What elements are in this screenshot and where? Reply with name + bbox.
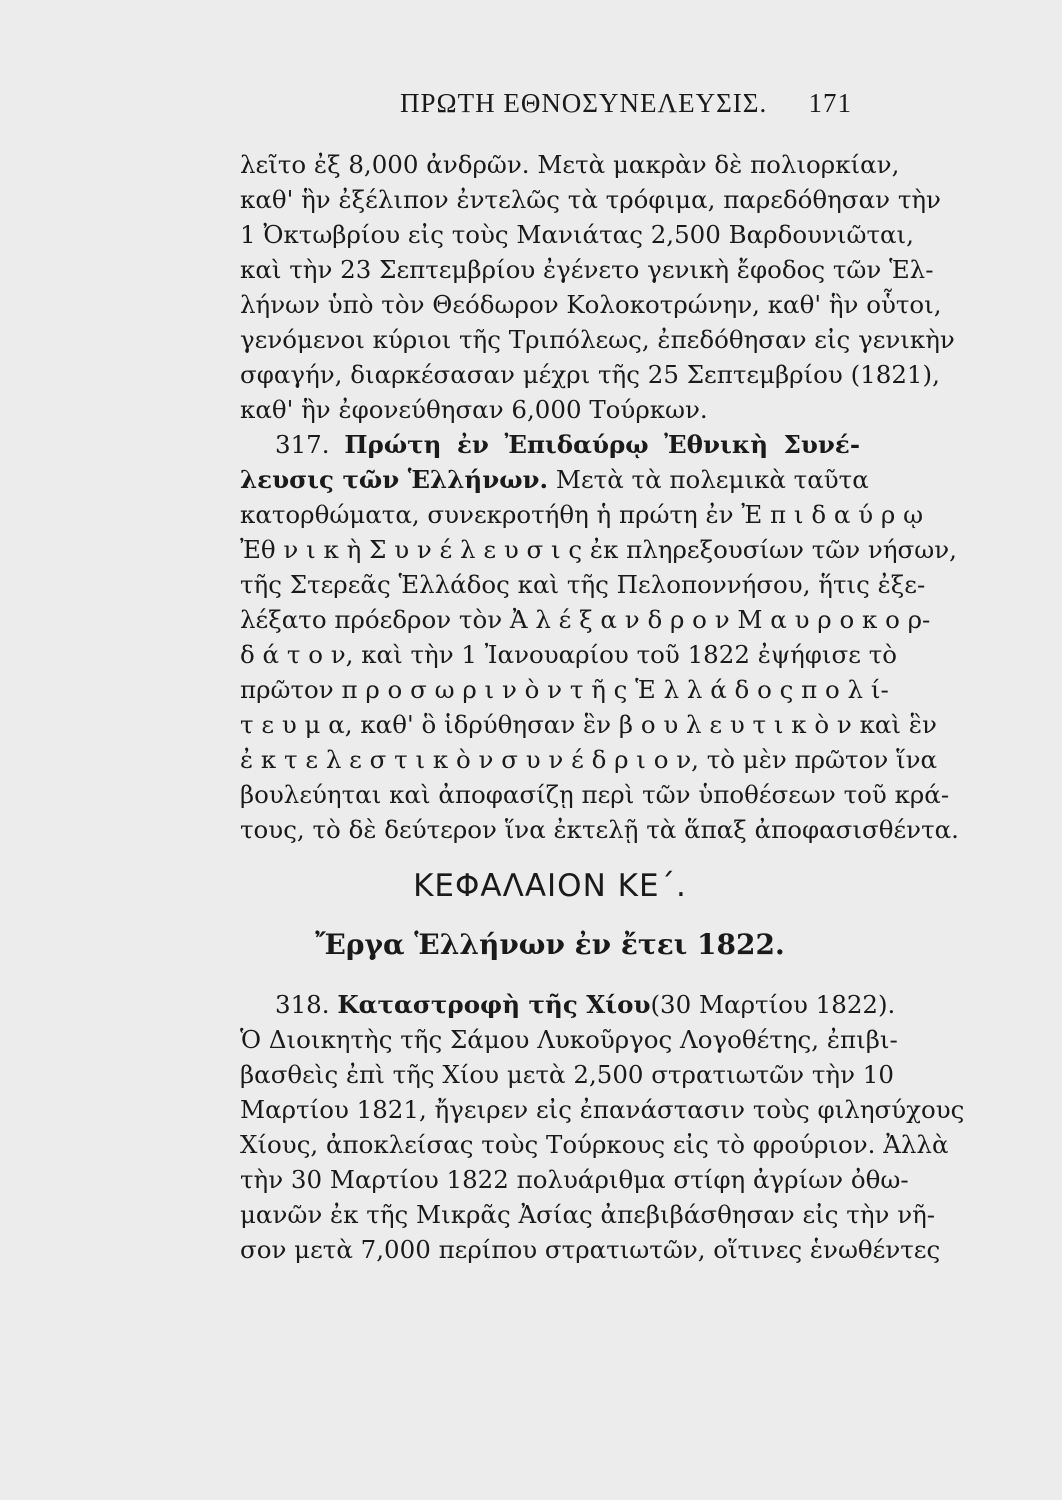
text-line: πρῶτον π ρ ο σ ω ρ ι ν ὸ ν τ ῆ ς Ἑ λ λ ά δ ο ς π ο λ ί- [240,675,889,704]
running-title: ΠΡΩΤΗ ΕΘΝΟΣΥΝΕΛΕΥΣΙΣ. [400,88,768,118]
text-line: καὶ τὴν 23 Σεπτεμβρίου ἐγένετο γενικὴ ἔφοδος τῶν Ἑλ- [240,255,934,284]
text-line: λεῖτο ἐξ 8,000 ἀνδρῶν. Μετὰ μακρὰν δὲ πολιορκίαν, [240,150,900,179]
text-line: λήνων ὑπὸ τὸν Θεόδωρον Κολοκοτρώνην, καθ' ἣν οὗτοι, [240,290,942,319]
text-line: σφαγήν, διαρκέσασαν μέχρι τῆς 25 Σεπτεμβρίου (1821), [240,360,940,389]
text-line: Μαρτίου 1821, ἤγειρεν εἰς ἐπανάστασιν τοὺς φιλησύχους [240,1095,965,1124]
text-line: καθ' ἣν ἐξέλιπον ἐντελῶς τὰ τρόφιμα, παρεδόθησαν τὴν [240,185,941,214]
paragraph-number: 317. [275,430,330,459]
text-line: τ ε υ μ α, καθ' ὃ ἱδρύθησαν ἓν β ο υ λ ε υ τ ι κ ὸ ν καὶ ἓν [240,710,937,739]
text-line: βασθεὶς ἐπὶ τῆς Χίου μετὰ 2,500 στρατιωτῶν τὴν 10 [240,1060,894,1089]
text-line: Ἐθ ν ι κ ὴ Σ υ ν έ λ ε υ σ ι ς ἐκ πληρεξουσίων τῶν νήσων, [240,535,957,564]
text-line: Ὁ Διοικητὴς τῆς Σάμου Λυκοῦργος Λογοθέτης, ἐπιβι- [240,1025,898,1054]
text-line: Χίους, ἀποκλείσας τοὺς Τούρκους εἰς τὸ φρούριον. Ἀλλὰ [240,1130,949,1159]
chapter-title: ΚΕΦΑΛΑΙΟΝ ΚΕ΄. [413,868,687,904]
section-heading: Καταστροφὴ τῆς Χίου [337,990,651,1019]
text-line: τους, τὸ δὲ δεύτερον ἵνα ἐκτελῇ τὰ ἅπαξ ἀποφασισθέντα. [240,815,959,844]
section-heading-continued: λευσις τῶν Ἑλλήνων. [240,465,549,494]
text-line: τὴν 30 Μαρτίου 1822 πολυάριθμα στίφη ἀγρίων ὀθω- [240,1165,909,1194]
text-line: καθ' ἣν ἐφονεύθησαν 6,000 Τούρκων. [240,395,708,424]
text-line: κατορθώματα, συνεκροτήθη ἡ πρώτη ἐν Ἐ π ι δ α ύ ρ ῳ [240,500,924,529]
text-line: σον μετὰ 7,000 περίπου στρατιωτῶν, οἵτινες ἑνωθέντες [240,1235,941,1264]
text-segment: Μετὰ τὰ πολεμικὰ ταῦτα [555,465,869,494]
text-line: δ ά τ ο ν, καὶ τὴν 1 Ἰανουαρίου τοῦ 1822 ἐψήφισε τὸ [240,640,898,669]
paragraph-number: 318. [275,990,330,1019]
paragraph-318-heading-line [275,988,896,1022]
page-header [240,88,852,122]
text-line: μανῶν ἐκ τῆς Μικρᾶς Ἀσίας ἀπεβιβάσθησαν εἰς τὴν νῆ- [240,1200,936,1229]
text-line: γενόμενοι κύριοι τῆς Τριπόλεως, ἐπεδόθησαν εἰς γενικὴν [240,325,955,354]
paragraph-317-heading-line-2 [240,463,869,497]
text-line: βουλεύηται καὶ ἀποφασίζῃ περὶ τῶν ὑποθέσεων τοῦ κρά- [240,780,950,809]
text-line: τῆς Στερεᾶς Ἑλλάδος καὶ τῆς Πελοποννήσου, ἥτις ἐξε- [240,570,926,599]
page-number: 171 [808,88,852,118]
paragraph-317-heading-line [275,428,860,462]
text-segment: (30 Μαρτίου 1822). [650,990,896,1019]
text-line: λέξατο πρόεδρον τὸν Ἀ λ έ ξ α ν δ ρ ο ν Μ α υ ρ ο κ ο ρ- [240,605,931,634]
section-heading: Πρώτη ἐν Ἐπιδαύρῳ Ἐθνικὴ Συνέ- [344,430,860,459]
text-line: 1 Ὀκτωβρίου εἰς τοὺς Μανιάτας 2,500 Βαρδουνιῶται, [240,220,914,249]
text-line: ἐ κ τ ε λ ε σ τ ι κ ὸ ν σ υ ν έ δ ρ ι ο ν, τὸ μὲν πρῶτον ἵνα [240,745,938,774]
chapter-subtitle: Ἔργα Ἑλλήνων ἐν ἔτει 1822. [315,928,785,961]
